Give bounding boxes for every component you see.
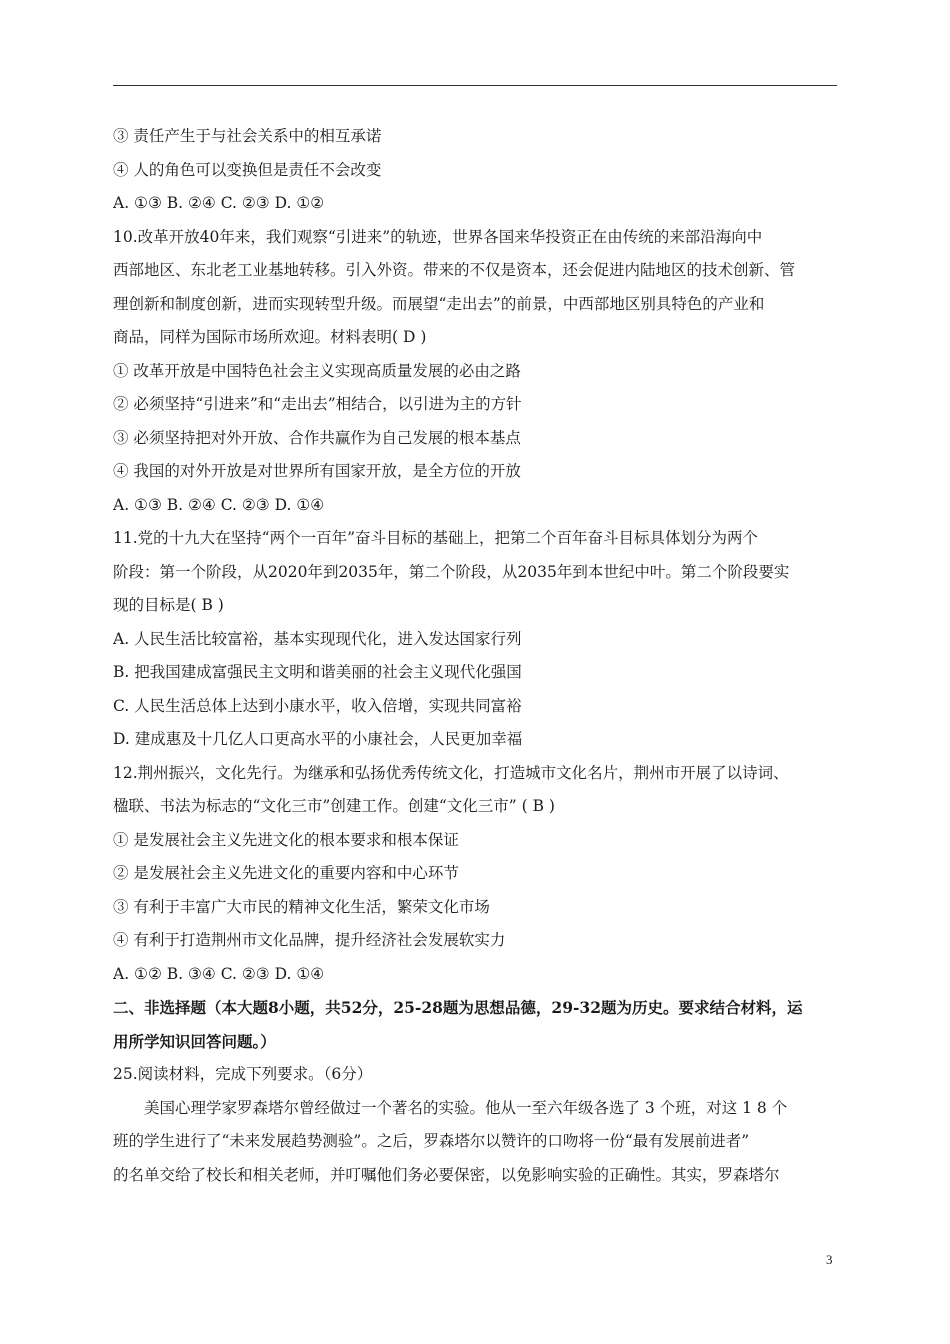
text-line: A. ①② B. ③④ C. ②③ D. ①④ bbox=[113, 964, 325, 983]
text-line: ③ 必须坚持把对外开放、合作共赢作为自己发展的根本基点 bbox=[113, 428, 521, 447]
text-line: 25.阅读材料，完成下列要求。（6分） bbox=[113, 1065, 373, 1083]
page-number: 3 bbox=[826, 1252, 833, 1267]
text-line: 商品，同样为国际市场所欢迎。材料表明( D ) bbox=[113, 328, 427, 346]
text-line: ① 改革开放是中国特色社会主义实现高质量发展的必由之路 bbox=[113, 361, 521, 380]
text-line: 10.改革开放40年来，我们观察“引进来”的轨迹，世界各国来华投资正在由传统的来部沿海向中 bbox=[113, 227, 763, 246]
text-line: ② 必须坚持“引进来”和“走出去”相结合，以引进为主的方针 bbox=[113, 395, 522, 413]
text-line: A. 人民生活比较富裕，基本实现现代化，进入发达国家行列 bbox=[113, 629, 522, 648]
text-line: C. 人民生活总体上达到小康水平，收入倍增，实现共同富裕 bbox=[113, 696, 522, 715]
text-line: 用所学知识回答问题。） bbox=[113, 1031, 276, 1051]
text-line: ④ 人的角色可以变换但是责任不会改变 bbox=[113, 160, 382, 179]
text-line: B. 把我国建成富强民主文明和谐美丽的社会主义现代化强国 bbox=[113, 663, 522, 681]
text-line: 班的学生进行了“未来发展趋势测验”。之后，罗森塔尔以赞许的口吻将一份“最有发展前进者” bbox=[113, 1132, 750, 1150]
header-rule bbox=[113, 85, 837, 86]
text-line: 12.荆州振兴，文化先行。为继承和弘扬优秀传统文化，打造城市文化名片，荆州市开展了以诗词、 bbox=[113, 763, 789, 782]
text-line: 二、非选择题（本大题8小题，共52分，25-28题为思想品德，29-32题为历史。要求结合材料，运 bbox=[113, 998, 803, 1017]
text-line: 西部地区、东北老工业基地转移。引入外资。带来的不仅是资本，还会促进内陆地区的技术创新、管 bbox=[113, 261, 796, 279]
text-line: D. 建成惠及十几亿人口更高水平的小康社会，人民更加幸福 bbox=[113, 730, 523, 748]
text-line: ④ 有利于打造荆州市文化品牌，提升经济社会发展软实力 bbox=[113, 931, 506, 949]
text-line: 阶段：第一个阶段，从2020年到2035年，第二个阶段，从2035年到本世纪中叶。第二个阶段要实 bbox=[113, 562, 790, 581]
text-line: 理创新和制度创新，进而实现转型升级。而展望“走出去”的前景，中西部地区别具特色的产业和 bbox=[113, 294, 765, 313]
text-line: A. ①③ B. ②④ C. ②③ D. ①② bbox=[113, 194, 325, 212]
text-line: 美国心理学家罗森塔尔曾经做过一个著名的实验。他从一至六年级各选了 3 个班，对这 1 8 个 bbox=[144, 1098, 788, 1117]
text-line: ③ 有利于丰富广大市民的精神文化生活，繁荣文化市场 bbox=[113, 897, 490, 916]
text-line: A. ①③ B. ②④ C. ②③ D. ①④ bbox=[113, 495, 325, 514]
document-body bbox=[113, 120, 843, 1192]
text-line: ① 是发展社会主义先进文化的根本要求和根本保证 bbox=[113, 830, 459, 849]
text-line: 楹联、书法为标志的“文化三市”创建工作。创建“文化三市” ( B ) bbox=[113, 797, 555, 815]
text-line: 11.党的十九大在坚持“两个一百年”奋斗目标的基础上，把第二个百年奋斗目标具体划分为两个 bbox=[113, 529, 759, 547]
text-line: ② 是发展社会主义先进文化的重要内容和中心环节 bbox=[113, 864, 459, 882]
text-line: ④ 我国的对外开放是对世界所有国家开放，是全方位的开放 bbox=[113, 462, 521, 480]
text-line: 现的目标是( B ) bbox=[113, 596, 224, 614]
text-line: 的名单交给了校长和相关老师，并叮嘱他们务必要保密，以免影响实验的正确性。其实，罗森塔尔 bbox=[113, 1165, 780, 1184]
text-line: ③ 责任产生于与社会关系中的相互承诺 bbox=[113, 127, 382, 145]
